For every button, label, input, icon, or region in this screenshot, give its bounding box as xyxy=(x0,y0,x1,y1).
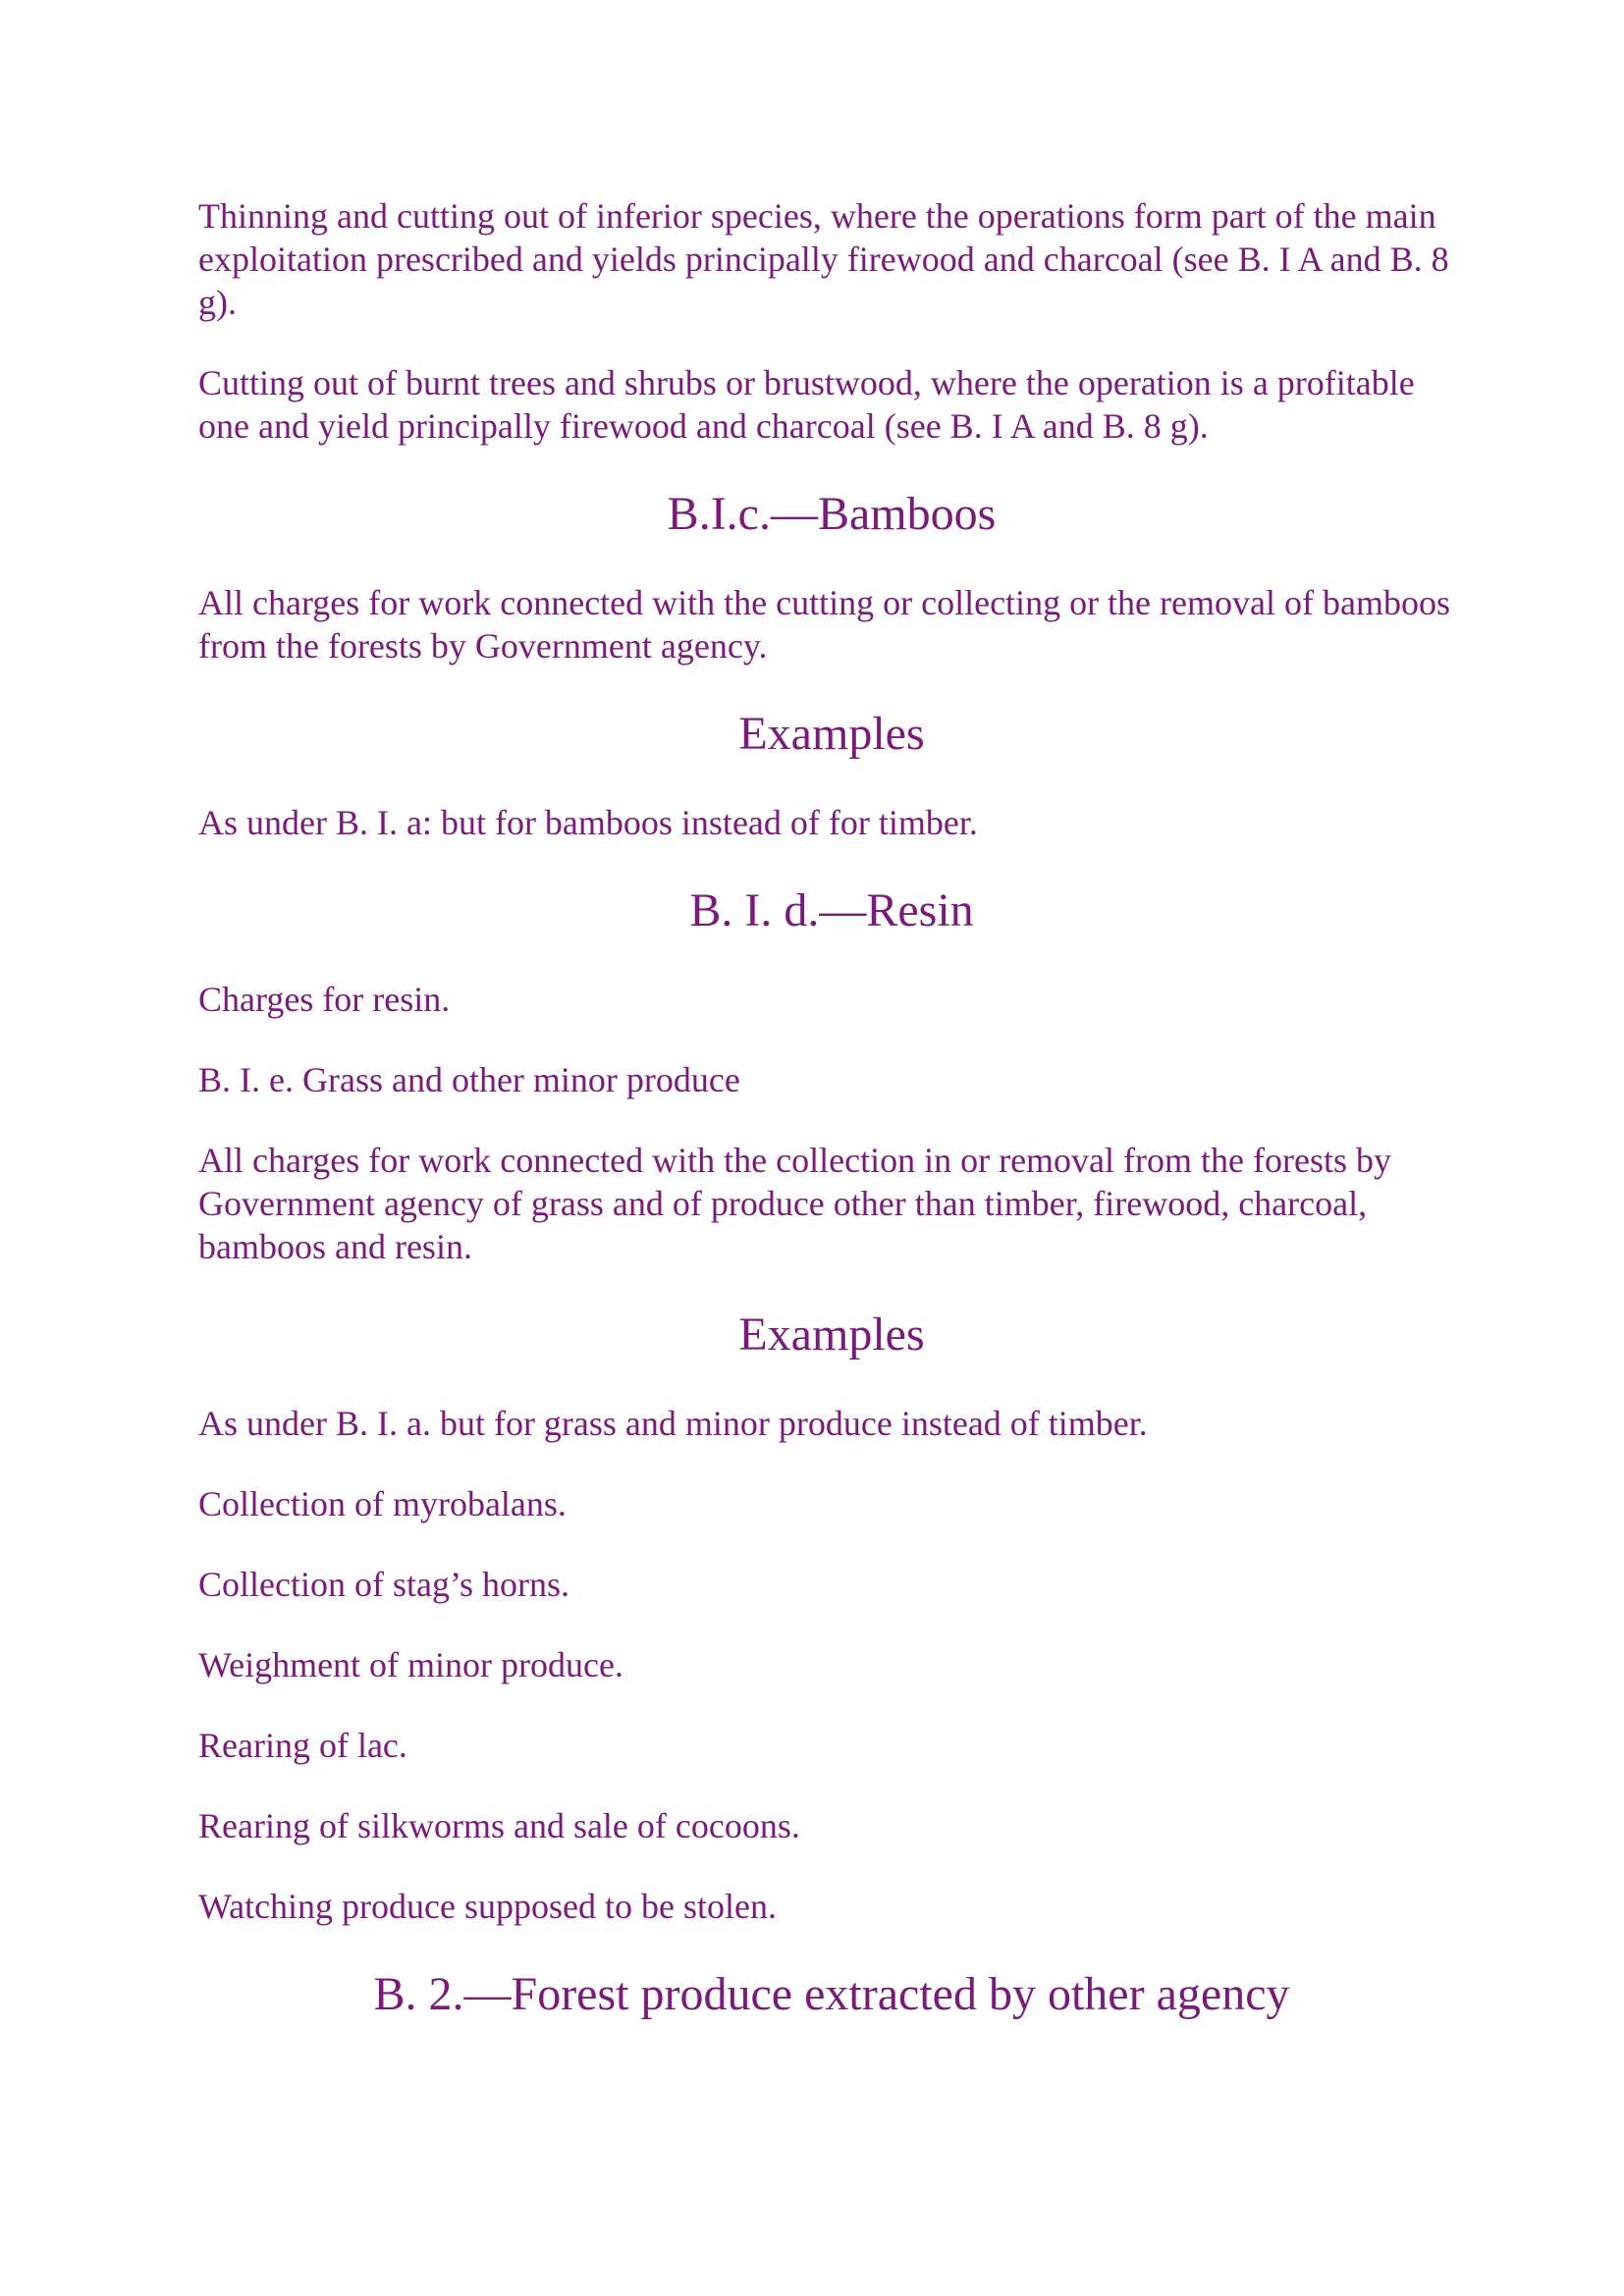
list-item: Collection of myrobalans. xyxy=(198,1484,567,1523)
paragraph-grass-subheading: B. I. e. Grass and other minor produce xyxy=(198,1060,740,1099)
list-item: Rearing of lac. xyxy=(198,1726,407,1765)
list-item: Collection of stag’s horns. xyxy=(198,1565,569,1604)
document-page xyxy=(198,194,1465,2061)
paragraph-thinning: Thinning and cutting out of inferior species, where the operations form part of the main exploitation prescribed and yields principally firewood and charcoal (see B. I A and B. 8 g). xyxy=(198,196,1449,322)
list-item: Weighment of minor produce. xyxy=(198,1645,623,1684)
paragraph-bamboos-example: As under B. I. a: but for bamboos instead of for timber. xyxy=(198,803,978,842)
heading-examples: Examples xyxy=(738,1308,925,1361)
heading-resin: B. I. d.—Resin xyxy=(689,884,974,936)
heading-bamboos: B.I.c.—Bamboos xyxy=(667,488,997,540)
heading-examples: Examples xyxy=(738,708,925,760)
paragraph-burnt-trees: Cutting out of burnt trees and shrubs or brustwood, where the operation is a profitable one and yield principally firewood and charcoal (see B. I A and B. 8 g). xyxy=(198,363,1415,446)
heading-other-agency: B. 2.—Forest produce extracted by other agency xyxy=(373,1968,1290,2020)
paragraph-grass-charges: All charges for work connected with the collection in or removal from the forests by Government agency of grass and of produce other than timber, firewood, charcoal, bamboos and resin. xyxy=(198,1141,1391,1266)
list-item: Watching produce supposed to be stolen. xyxy=(198,1887,777,1926)
paragraph-resin-charges: Charges for resin. xyxy=(198,980,451,1019)
list-item: As under B. I. a. but for grass and minor produce instead of timber. xyxy=(198,1404,1148,1443)
list-item: Rearing of silkworms and sale of cocoons. xyxy=(198,1806,800,1845)
paragraph-bamboos-charges: All charges for work connected with the cutting or collecting or the removal of bamboos from the forests by Government agency. xyxy=(198,583,1450,666)
